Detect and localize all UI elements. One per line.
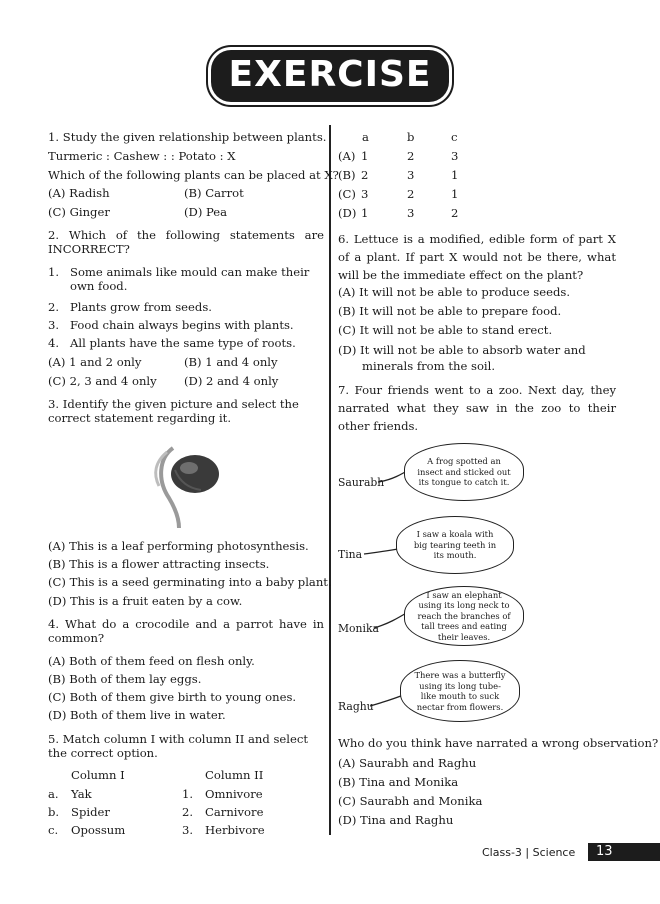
speech-text: I saw an elephant using its long neck to reach the branches of tall trees and eating their leaves.	[417, 589, 511, 642]
q4-option-d: (D) Both of them live in water.	[48, 708, 226, 722]
q5-row-letter: b.	[48, 805, 60, 819]
q2-statement-num: 3.	[48, 318, 60, 332]
q5-key-value: 2	[451, 206, 459, 220]
q2-option-a: (A) 1 and 2 only	[48, 355, 142, 369]
q5-key-value: 3	[407, 168, 415, 182]
q5-stem: 5. Match column I with column II and select the correct option.	[48, 732, 308, 760]
q5-row-number: 1.	[182, 787, 194, 801]
q5-key-value: 3	[451, 149, 459, 163]
friend-name-saurabh: Saurabh	[338, 476, 385, 489]
speech-bubble-monika	[404, 586, 524, 646]
q5-key-value: 1	[451, 168, 459, 182]
q5-row-letter: c.	[48, 823, 59, 837]
q6-option-c: (C) It will not be able to stand erect.	[338, 323, 553, 337]
q1-relation: Turmeric : Cashew : : Potato : X	[48, 149, 236, 163]
q3-stem: 3. Identify the given picture and select the correct statement regarding it.	[48, 397, 299, 425]
q2-statement-num: 2.	[48, 300, 60, 314]
speech-bubble-raghu	[400, 660, 520, 722]
q3-option-c: (C) This is a seed germinating into a baby plant.	[48, 575, 332, 589]
friend-name-tina: Tina	[338, 548, 363, 561]
q7-stem: 7. Four friends went to a zoo. Next day, they narrated what they saw in the zoo to their other friends.	[338, 383, 616, 433]
q5-column2-item: Carnivore	[205, 805, 264, 819]
q2-stem: 2. Which of the following statements are INCORRECT?	[48, 228, 324, 256]
q5-key-head: c	[451, 130, 458, 144]
q3-option-a: (A) This is a leaf performing photosynthesis.	[48, 539, 309, 553]
speech-bubble-tina	[396, 516, 514, 574]
q5-key-head: b	[407, 130, 415, 144]
q1-ask: Which of the following plants can be placed at X?	[48, 168, 339, 182]
q5-column1-item: Yak	[71, 787, 92, 801]
q5-key-value: 1	[451, 187, 459, 201]
q5-key-option: (C)	[338, 187, 356, 201]
q6-option-b: (B) It will not be able to prepare food.	[338, 304, 562, 318]
speech-text: I saw a koala with big tearing teeth in its mouth.	[413, 529, 497, 561]
q5-row-number: 3.	[182, 823, 194, 837]
q3-option-b: (B) This is a flower attracting insects.	[48, 557, 270, 571]
q5-column1-item: Opossum	[71, 823, 126, 837]
q5-key-value: 3	[407, 206, 415, 220]
speech-bubble-saurabh	[404, 443, 524, 501]
q5-key-value: 2	[361, 168, 369, 182]
q7-option-c: (C) Saurabh and Monika	[338, 794, 483, 808]
q2-statement: Food chain always begins with plants.	[70, 318, 294, 332]
q5-key-option: (D)	[338, 206, 357, 220]
q2-option-d: (D) 2 and 4 only	[184, 374, 279, 388]
friend-name-monika: Monika	[338, 622, 379, 635]
q5-row-letter: a.	[48, 787, 59, 801]
q5-column1-heading: Column I	[71, 768, 125, 782]
q6-option-d: (D) It will not be able to absorb water and minerals from the soil.	[338, 343, 586, 373]
q1-option-b: (B) Carrot	[184, 186, 244, 200]
q7-ask: Who do you think have narrated a wrong observation?	[338, 736, 659, 750]
q5-column2-item: Herbivore	[205, 823, 265, 837]
q4-stem: 4. What do a crocodile and a parrot have in common?	[48, 617, 324, 645]
page-number: 13	[588, 843, 660, 861]
q1-option-d: (D) Pea	[184, 205, 228, 219]
q2-statement-num: 4.	[48, 336, 60, 350]
q5-key-value: 2	[407, 187, 415, 201]
q4-option-a: (A) Both of them feed on flesh only.	[48, 654, 255, 668]
q5-key-head: a	[362, 130, 369, 144]
q5-column2-heading: Column II	[205, 768, 264, 782]
friend-name-raghu: Raghu	[338, 700, 374, 713]
q3-option-d: (D) This is a fruit eaten by a cow.	[48, 594, 243, 608]
q6-option-a: (A) It will not be able to produce seeds.	[338, 285, 571, 299]
speech-text: There was a butterfly using its long tube-like mouth to suck nectar from flowers.	[414, 670, 506, 712]
q7-option-a: (A) Saurabh and Raghu	[338, 756, 477, 770]
q2-statement: Some animals like mould can make their own food.	[70, 265, 310, 293]
q5-key-value: 1	[361, 206, 369, 220]
q5-key-value: 2	[407, 149, 415, 163]
q6-stem: 6. Lettuce is a modified, edible form of part X of a plant. If part X would not be there, what will be the immediate effect on the plant?	[338, 232, 616, 282]
q2-option-c: (C) 2, 3 and 4 only	[48, 374, 157, 388]
q1-option-c: (C) Ginger	[48, 205, 110, 219]
q1-option-a: (A) Radish	[48, 186, 110, 200]
q4-option-c: (C) Both of them give birth to young ones.	[48, 690, 297, 704]
q2-statement: Plants grow from seeds.	[70, 300, 212, 314]
speech-text: A frog spotted an insect and sticked out its tongue to catch it.	[417, 456, 511, 488]
q2-option-b: (B) 1 and 4 only	[184, 355, 278, 369]
q5-key-value: 3	[361, 187, 369, 201]
q5-row-number: 2.	[182, 805, 194, 819]
footer-label: Class-3 | Science	[482, 846, 576, 859]
q7-option-b: (B) Tina and Monika	[338, 775, 459, 789]
q5-column1-item: Spider	[71, 805, 110, 819]
q2-statement-num: 1.	[48, 265, 60, 279]
q5-key-value: 1	[361, 149, 369, 163]
q2-statement: All plants have the same type of roots.	[70, 336, 296, 350]
q7-option-d: (D) Tina and Raghu	[338, 813, 454, 827]
q5-key-option: (B)	[338, 168, 356, 182]
q1-stem: 1. Study the given relationship between plants.	[48, 130, 327, 144]
page-title: EXERCISE	[228, 54, 432, 95]
q4-option-b: (B) Both of them lay eggs.	[48, 672, 202, 686]
q5-column2-item: Omnivore	[205, 787, 263, 801]
q5-key-option: (A)	[338, 149, 356, 163]
